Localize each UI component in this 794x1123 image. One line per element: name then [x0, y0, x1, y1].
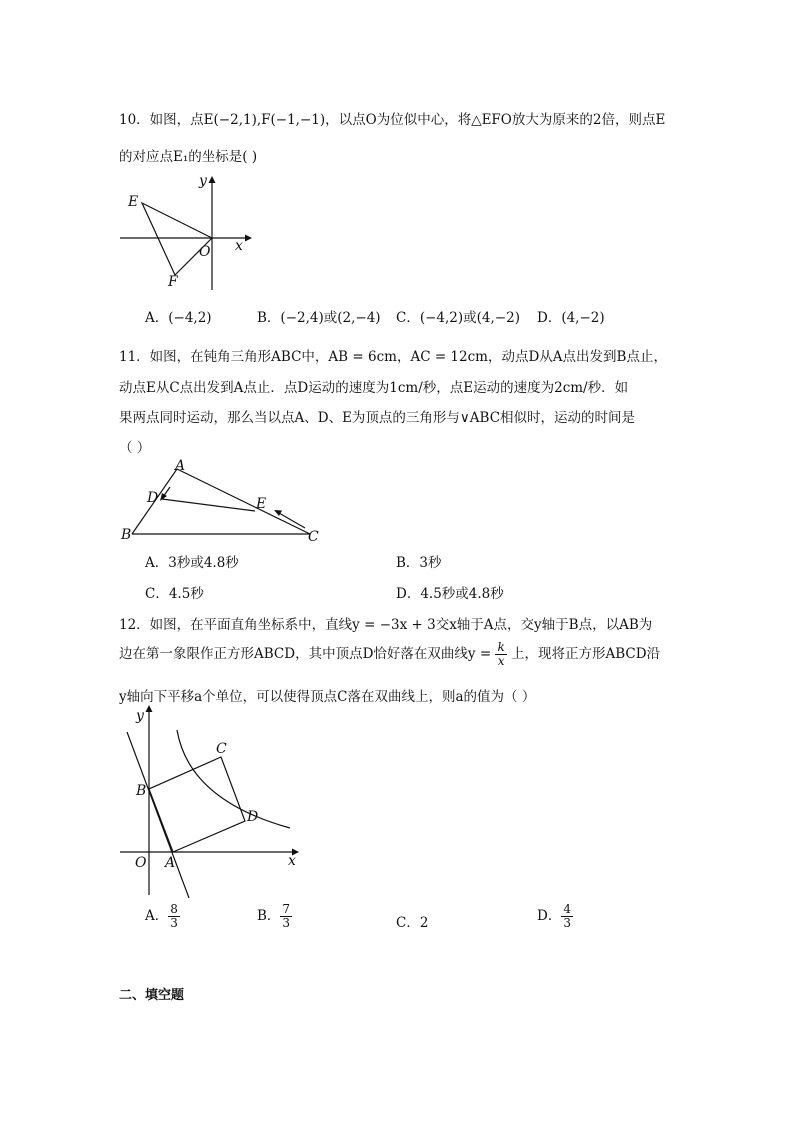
- q11-option-d-text: 4.5秒或4.8秒: [420, 586, 504, 602]
- q11-stem-line1: 11．如图，在钝角三角形ABC中，AB = 6cm，AC = 12cm，动点D从A点出发到B点止，: [119, 349, 667, 365]
- q12-option-a-letter: A．: [145, 908, 169, 924]
- q12-option-b-letter: B．: [257, 908, 281, 924]
- q11-stem-line4: （ ）: [119, 440, 151, 456]
- section-title: 二、填空题: [119, 988, 185, 1003]
- q11-label-E: E: [256, 496, 267, 512]
- q12-option-c-letter: C．: [396, 915, 420, 931]
- q10-option-a-text: (−4,2): [168, 310, 212, 326]
- q10-label-y: y: [199, 173, 207, 189]
- q12-stem-line2: [119, 641, 660, 668]
- q12-option-b[interactable]: [257, 903, 292, 930]
- q11-option-a-text: 3秒或4.8秒: [168, 555, 239, 571]
- q12-hyperbola-fraction: [495, 641, 506, 668]
- q12-fraction-numerator: k: [497, 640, 505, 654]
- q12-stem-line2-start: 边在第一象限作正方形ABCD，其中顶点D恰好落在双曲线y =: [119, 646, 492, 662]
- q12-option-a-numerator: 8: [170, 902, 178, 916]
- q11-label-D: D: [147, 490, 159, 506]
- q10-label-x: x: [235, 238, 243, 254]
- q12-figure: [115, 700, 310, 900]
- q10-option-b-text: (−2,4)或(2,−4): [280, 310, 381, 326]
- q12-stem-line2-end: 上，现将正方形ABCD沿: [511, 646, 661, 662]
- q11-stem-line2: 动点E从C点出发到A点止．点D运动的速度为1cm/秒，点E运动的速度为2cm/秒．如: [119, 380, 629, 396]
- q12-option-b-numerator: 7: [282, 902, 291, 916]
- q12-stem-line1: 12．如图，在平面直角坐标系中，直线y = −3x + 3交x轴于A点，交y轴于B点，以AB为: [119, 617, 653, 633]
- q10-option-c-letter: C．: [396, 310, 420, 326]
- q12-stem-line3: y轴向下平移a个单位，可以使得顶点C落在双曲线上，则a的值为（ ）: [119, 689, 536, 705]
- q11-option-d-letter: D．: [396, 586, 421, 602]
- q12-option-a-denominator: 3: [170, 916, 178, 930]
- q11-option-c[interactable]: [145, 582, 204, 602]
- q11-label-B: B: [121, 527, 132, 543]
- q11-option-b-letter: B．: [396, 555, 420, 571]
- q10-option-d-text: (4,−2): [561, 310, 605, 326]
- q12-option-d-fraction: [561, 903, 573, 930]
- q11-option-c-text: 4.5秒: [168, 586, 204, 602]
- q11-option-b[interactable]: [396, 551, 442, 571]
- q10-label-E: E: [128, 194, 139, 210]
- q12-label-B: B: [136, 783, 147, 799]
- q12-option-d[interactable]: [537, 903, 573, 930]
- q10-option-c-text: (−4,2)或(4,−2): [419, 310, 520, 326]
- q11-option-d[interactable]: [396, 582, 504, 602]
- q11-figure: [115, 455, 330, 547]
- q10-option-b[interactable]: [257, 306, 381, 326]
- q10-option-d-letter: D．: [537, 310, 562, 326]
- q12-option-d-numerator: 4: [563, 902, 571, 916]
- q11-label-A: A: [175, 458, 186, 474]
- q12-option-b-fraction: [280, 903, 292, 930]
- q12-label-D: D: [247, 809, 259, 825]
- q10-figure: [115, 170, 255, 295]
- q12-label-y: y: [136, 708, 144, 724]
- q11-stem-line3: 果两点同时运动，那么当以点A、D、E为顶点的三角形与∨ABC相似时，运动的时间是: [119, 410, 636, 426]
- q10-option-a[interactable]: [145, 306, 212, 326]
- q12-label-A: A: [165, 855, 176, 871]
- q12-option-c-text: 2: [419, 915, 429, 931]
- q12-fraction-denominator: x: [497, 654, 505, 668]
- q10-option-d[interactable]: [537, 306, 605, 326]
- q11-option-b-text: 3秒: [419, 555, 442, 571]
- q12-option-a[interactable]: [145, 903, 180, 930]
- q11-option-a[interactable]: [145, 551, 239, 571]
- q11-label-C: C: [308, 529, 319, 545]
- q12-label-x: x: [288, 853, 296, 869]
- q11-option-c-letter: C．: [145, 586, 169, 602]
- q10-option-c[interactable]: [396, 306, 520, 326]
- q10-option-b-letter: B．: [257, 310, 281, 326]
- q11-option-a-letter: A．: [145, 555, 169, 571]
- q12-option-c[interactable]: [396, 911, 428, 931]
- q12-label-C: C: [216, 741, 227, 757]
- q10-stem-line1: 10．如图，点E(−2,1),F(−1,−1)，以点O为位似中心，将△EFO放大为原来的2倍，则点E: [119, 112, 666, 128]
- q12-label-O: O: [135, 855, 147, 871]
- q12-option-a-fraction: [168, 903, 180, 930]
- q10-label-O: O: [199, 244, 211, 260]
- q12-option-b-denominator: 3: [282, 916, 291, 930]
- q12-option-d-letter: D．: [537, 908, 562, 924]
- q10-label-F: F: [168, 274, 178, 290]
- q12-option-d-denominator: 3: [563, 916, 571, 930]
- q10-option-a-letter: A．: [145, 310, 169, 326]
- q10-stem-line2: 的对应点E₁的坐标是( ): [119, 149, 258, 165]
